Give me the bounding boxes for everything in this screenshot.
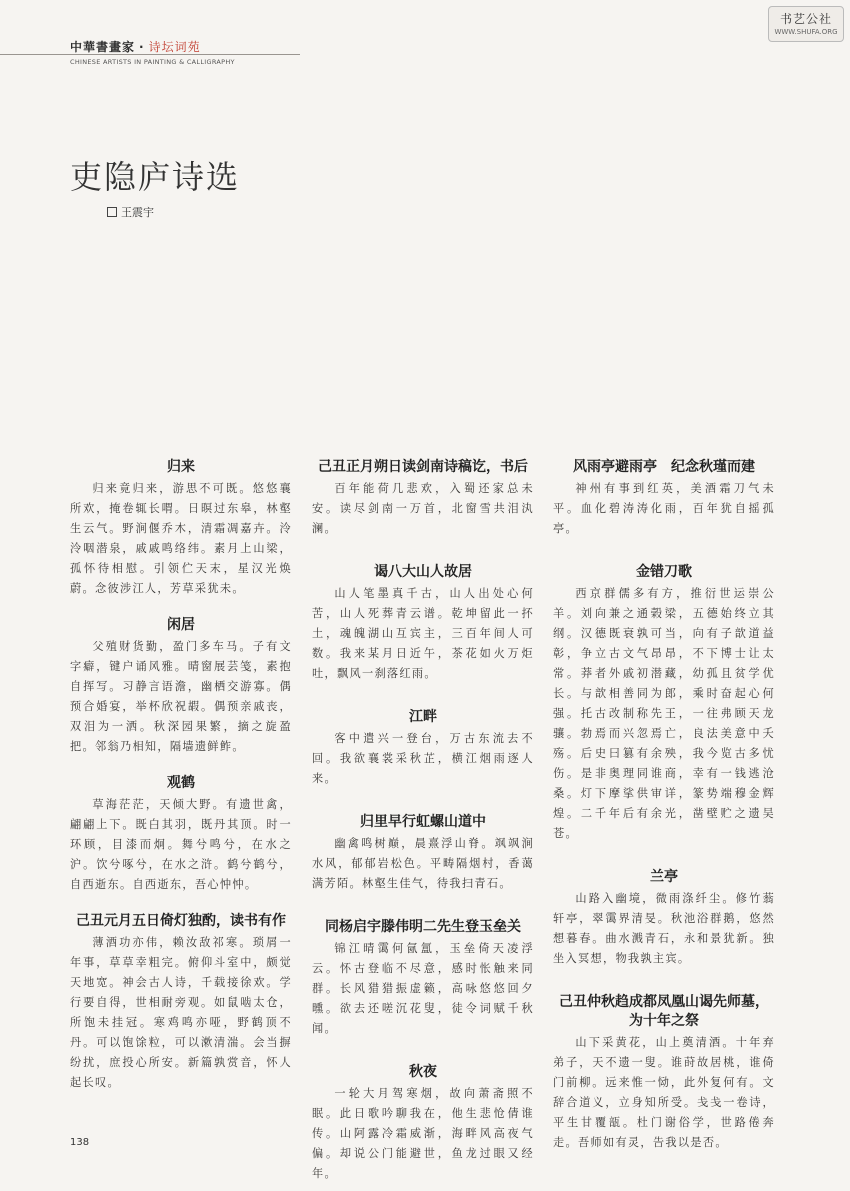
page-number: 138: [70, 1137, 90, 1148]
poem-body: 草海茫茫，天倾大野。有遗世禽，翩翩上下。既白其羽，既丹其顶。时一环顾，目漆而炯。舞兮鸣兮，在水之沪。饮兮啄兮，在水之浒。鹤兮鹤兮，自西逝东。自西逝东，吾心忡忡。: [70, 798, 292, 891]
magazine-name: 中華書畫家: [70, 40, 136, 54]
poem-body: 锦江晴霭何氤氲，玉垒倚天凌浮云。怀古登临不尽意，感时怅触来同群。长风猎猎振虚籁，高咏悠悠回夕曛。欲去还嗟沉花叟，徒令词赋千秋闻。: [312, 942, 534, 1035]
title-separator: ·: [139, 40, 145, 54]
poem-title: 同杨启宇滕伟明二先生登玉垒关: [325, 919, 521, 935]
author-name: 王震宇: [121, 206, 154, 219]
section-name: 诗坛词苑: [148, 40, 201, 54]
poem-body: 父殖财货勤，盈门多车马。子有文字癖，键户诵风雅。晴窗展芸笺，素抱自挥写。习静言语澹，幽栖交游寡。偶预合婚宴，举杯欣祝嘏。偶预亲戚丧，双泪为一洒。秋深园果繁，摘之旋盈把。邻翁乃相知，隔墙遗鲜鲊。: [70, 640, 292, 753]
poem-body: 山路入幽境，微雨涤纤尘。修竹蓊轩亭，翠霭界清旻。秋池浴群鹅，悠然想暮春。曲水溅青石，永和景犹新。独坐入冥想，物我孰主宾。: [553, 892, 775, 965]
site-watermark: [768, 6, 844, 42]
poem-title: 观鹤: [167, 775, 195, 791]
poem: [312, 813, 534, 894]
poem-body: 神州有事到红英，美酒霜刀气未平。血化碧涛涛化雨，百年犹自摇孤亭。: [553, 482, 775, 535]
watermark-logo-text: 书艺公社: [779, 12, 832, 26]
magazine-subtitle: CHINESE ARTISTS IN PAINTING & CALLIGRAPHY: [70, 58, 235, 66]
poem-body: 百年能荷几悲欢，入蜀还家总未安。读尽剑南一万首，北窗雪共泪汍澜。: [312, 482, 534, 535]
poem-body: 一轮大月驾寒烟，故向萧斋照不眠。此日歌吟聊我在，他生悲怆倩谁传。山阿露冷霜威渐，海畔风高夜气偏。却说公门能避世，鱼龙过眼又经年。: [312, 1087, 534, 1180]
poem-body: 客中遣兴一登台，万古东流去不回。我欲襄裳采秋芷，横江烟雨逐人来。: [312, 732, 534, 785]
poem: [553, 458, 775, 539]
poem-column-1: [70, 458, 292, 1093]
poem: [312, 1063, 534, 1184]
poem-body: 薄酒功亦伟，赖汝敌祁寒。琐屑一年事，草草幸粗完。俯仰斗室中，颇觉天地宽。神会古人诗，千载接徐欢。学行要自得，世相耐旁观。如鼠啮太仓，所饱未挂冠。寒鸡鸣亦哑，野鹤顶不丹。可以饱馀粒，可以漱清湍。会当摒纷扰，庶投心所安。新篇孰赏音，怀人起长叹。: [70, 936, 292, 1089]
poem-column-2: [312, 458, 534, 1184]
poem-title: 谒八大山人故居: [374, 564, 472, 580]
poem: [70, 458, 292, 599]
poem: [312, 563, 534, 684]
header-rule: [0, 54, 300, 55]
poem-body: 西京群儒多有方，推衍世运崇公羊。刘向兼之通榖梁，五德始终立其纲。汉德既衰孰可当，向有子歆道益彰，争立古文气昂昂，不下博士让太常。莽者外戚初潜藏，幼孤且贫学优长。与歆相善同为郎，乘时奋起心何强。托古改制称先王，一往弗顾天龙骧。勃焉而兴忽焉亡，良法美意中夭殇。后史曰篡有余殃，我今览古多忧伤。是非奥理同谁商，幸有一钱逃沧桑。灯下摩挲供审详，篆势端穆金辉煌。二千年后有余光，凿壁贮之遗吴苍。: [553, 587, 775, 840]
poem: [312, 708, 534, 789]
poem: [312, 458, 534, 539]
poem: [70, 616, 292, 757]
poem-body: 山下采黄花，山上奠清酒。十年弃弟子，天不遗一叟。谁莳故居桃，谁倚门前柳。远来惟一恸，此外复何有。文辞合道义，立身知所受。戋戋一卷诗，平生甘覆瓿。杜门谢俗学，世路倦奔走。吾师如有灵，告我以是否。: [553, 1036, 775, 1149]
poem: [312, 918, 534, 1039]
poem: [553, 993, 775, 1153]
watermark-url: WWW.SHUFA.ORG: [774, 28, 838, 36]
poem: [553, 563, 775, 844]
poem-title: 己丑正月朔日读剑南诗稿讫，书后: [318, 459, 528, 475]
square-bullet-icon: [107, 207, 117, 217]
poem-title: 金错刀歌: [636, 564, 692, 580]
poem: [70, 912, 292, 1093]
poem-title: 己丑元月五日倚灯独酌，读书有作: [76, 913, 286, 929]
poem-body: 幽禽鸣树巅，晨熹浮山脊。飒飒涧水风，郁郁岩松色。平畴隔烟村，香蔼满芳陌。林壑生佳气，待我扫青石。: [312, 837, 534, 890]
article-title: 吏隐庐诗选: [70, 158, 241, 196]
poem-title: 兰亭: [650, 869, 678, 885]
poem-title: 风雨亭避雨亭 纪念秋瑾而建: [573, 459, 755, 475]
poem: [553, 868, 775, 969]
poem-title: 己丑仲秋趋成都凤凰山谒先师墓，为十年之祭: [559, 994, 769, 1029]
poem: [70, 774, 292, 895]
poem-body: 山人笔墨真千古，山人出处心何苦，山人死葬青云谱。乾坤留此一抔土，魂魄湖山互宾主，三百年间人可数。我来某月日近午，茶花如火万炬吐，飘风一刹落红雨。: [312, 587, 534, 680]
poem-title: 归里早行虹螺山道中: [360, 814, 486, 830]
poem-title: 江畔: [409, 709, 437, 725]
byline: [107, 204, 154, 220]
poem-title: 归来: [167, 459, 195, 475]
magazine-title: [70, 38, 201, 55]
poem-body: 归来竟归来，游思不可既。悠悠襄所欢，掩卷辄长喟。日暝过东皋，林壑生云气。野涧偃乔木，清霜凋嘉卉。泠泠咽潜泉，戚戚鸣络纬。素月上山梁，孤怀待相慰。引领伫天末，星汉光焕蔚。念彼涉江人，芳草采犹未。: [70, 482, 292, 595]
poem-title: 秋夜: [409, 1064, 437, 1080]
poem-column-3: [553, 458, 775, 1153]
poem-title: 闲居: [167, 617, 195, 633]
